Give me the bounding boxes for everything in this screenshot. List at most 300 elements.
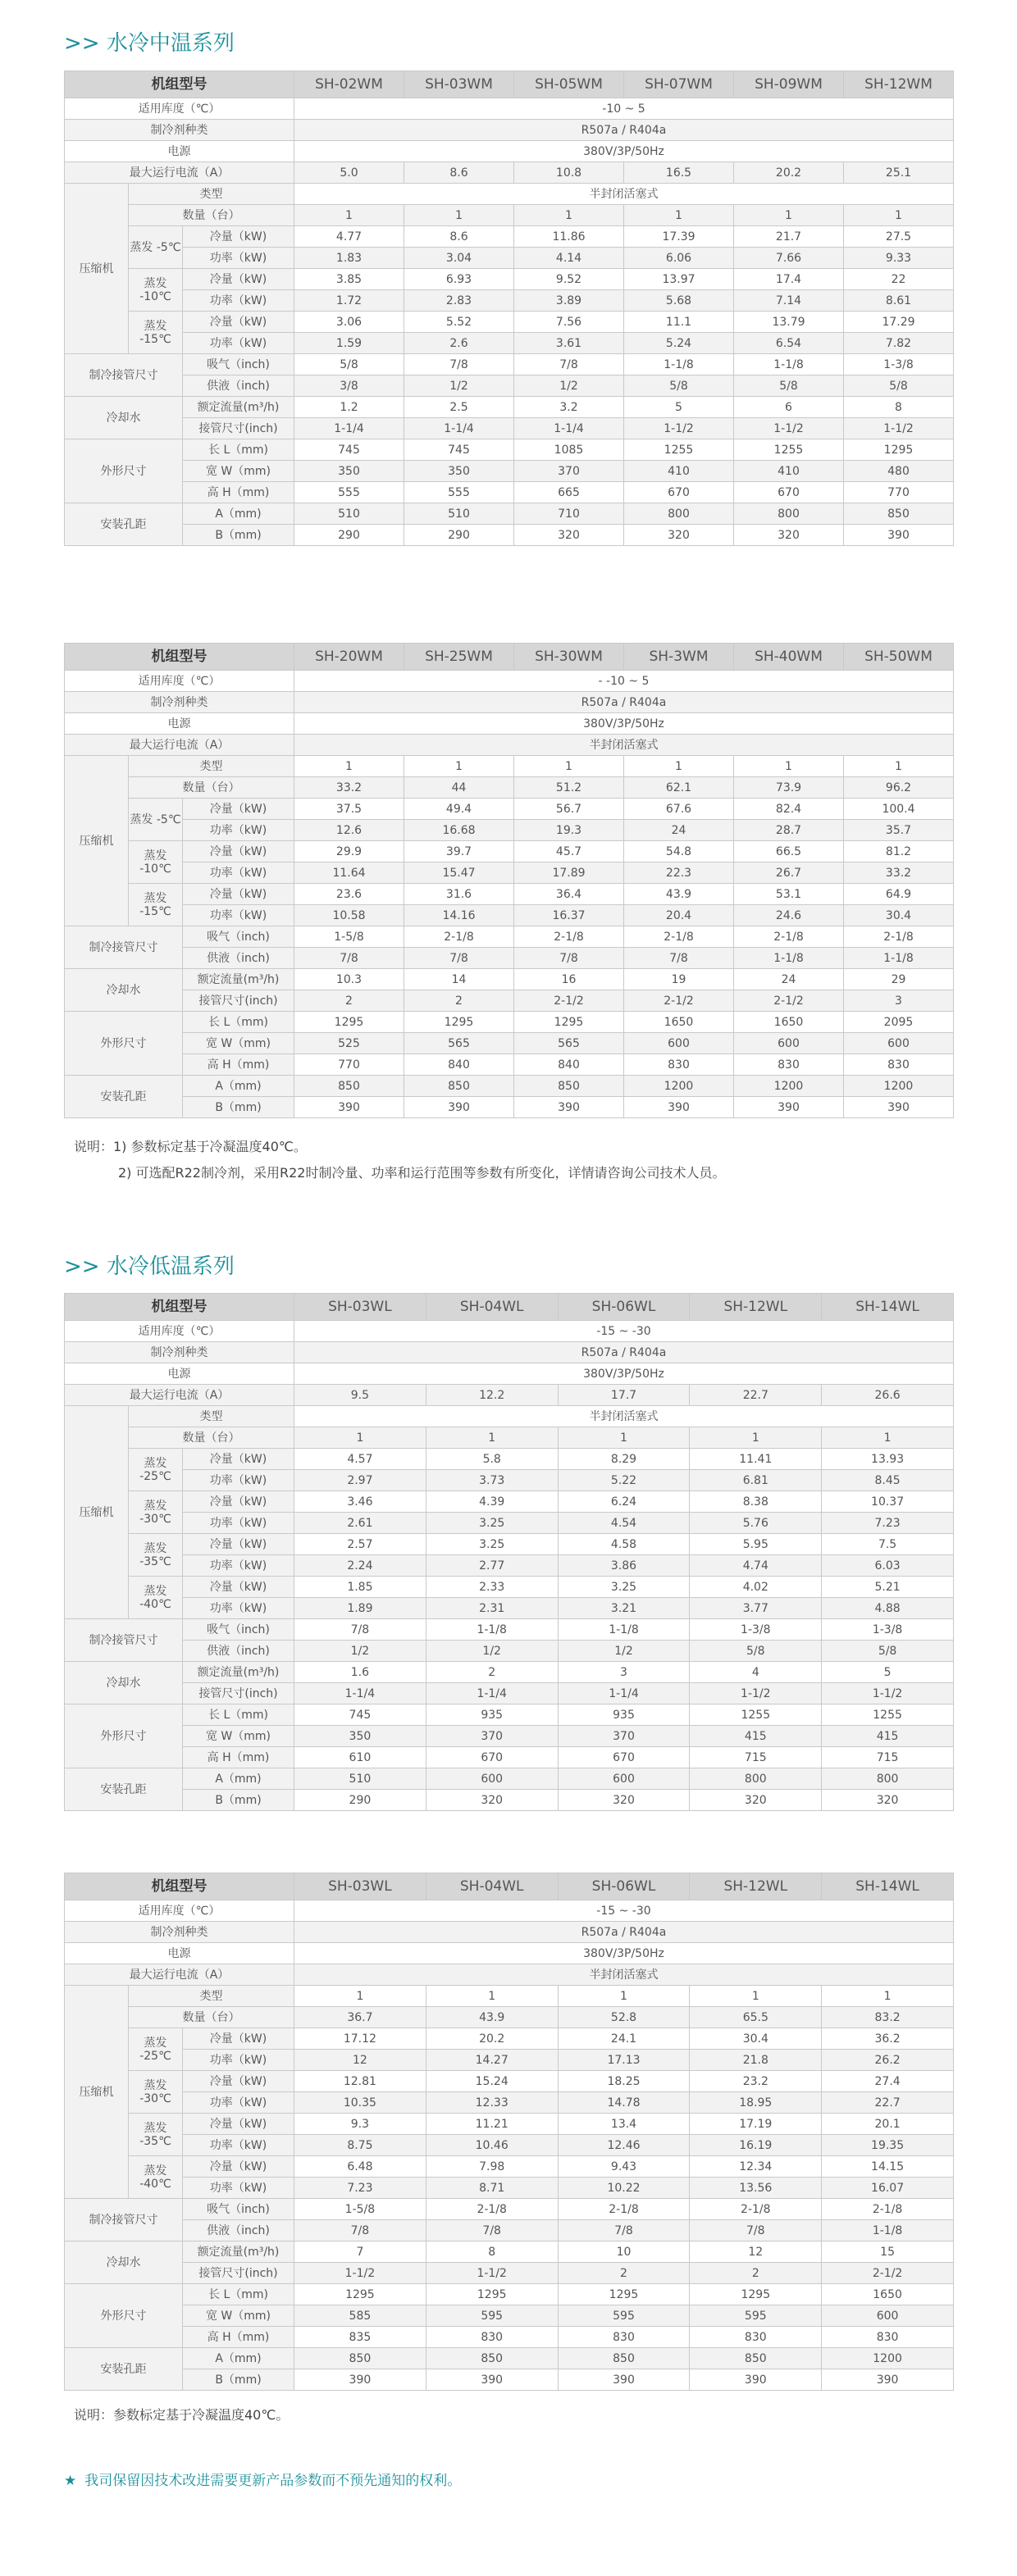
- value-cell: 2-1/2: [624, 990, 734, 1012]
- value-cell: 4.14: [514, 248, 624, 269]
- value-cell: 9.43: [558, 2156, 690, 2178]
- value-cell: 43.9: [624, 884, 734, 905]
- row-label: 制冷剂种类: [65, 1922, 294, 1943]
- value-cell: 12.46: [558, 2135, 690, 2156]
- evap-temp-label: 蒸发 -10℃: [129, 841, 183, 884]
- evap-power-row: [65, 1555, 954, 1577]
- value-cell: 5: [822, 1662, 954, 1683]
- model-name: SH-12WL: [690, 1294, 822, 1321]
- value-cell: 380V/3P/50Hz: [294, 1363, 954, 1385]
- temp-range-row: [65, 671, 954, 692]
- model-name: SH-30WM: [514, 644, 624, 671]
- value-cell: 525: [294, 1033, 404, 1054]
- row-label: 吸气（inch): [183, 1619, 294, 1641]
- value-cell: 1/2: [558, 1641, 690, 1662]
- value-cell: 1295: [690, 2284, 822, 2305]
- value-cell: 1: [426, 1986, 558, 2007]
- value-cell: 83.2: [822, 2007, 954, 2028]
- value-cell: 17.19: [690, 2114, 822, 2135]
- value-cell: 19: [624, 969, 734, 990]
- value-cell: 1: [558, 1427, 690, 1449]
- compressor-type-row: [65, 1406, 954, 1427]
- evap-temp-label: 蒸发 -40℃: [129, 2156, 183, 2199]
- value-cell: 9.3: [294, 2114, 426, 2135]
- value-cell: 710: [514, 503, 624, 525]
- value-cell: 62.1: [624, 777, 734, 799]
- group-label-mounting-holes: 安装孔距: [65, 1076, 183, 1118]
- value-cell: 4.02: [690, 1577, 822, 1598]
- row-label: 功率（kW): [183, 290, 294, 312]
- value-cell: 1-1/2: [822, 1683, 954, 1704]
- value-cell: 1.85: [294, 1577, 426, 1598]
- value-cell: 65.5: [690, 2007, 822, 2028]
- value-cell: 17.39: [624, 226, 734, 248]
- value-cell: 5.76: [690, 1513, 822, 1534]
- value-cell: 9.52: [514, 269, 624, 290]
- value-cell: 29.9: [294, 841, 404, 862]
- value-cell: 20.2: [734, 162, 844, 184]
- evap-capacity-row: [65, 884, 954, 905]
- value-cell: 850: [426, 2348, 558, 2369]
- value-cell: 8.45: [822, 1470, 954, 1491]
- value-cell: 13.4: [558, 2114, 690, 2135]
- value-cell: 16.19: [690, 2135, 822, 2156]
- value-cell: 27.5: [844, 226, 954, 248]
- row-label: 冷量（kW): [183, 884, 294, 905]
- value-cell: 555: [294, 482, 404, 503]
- pipe-size-row: [65, 926, 954, 948]
- value-cell: 850: [404, 1076, 514, 1097]
- group-label-cooling-water: 冷却水: [65, 397, 183, 439]
- value-cell: 1-1/8: [844, 948, 954, 969]
- value-cell: 8.71: [426, 2178, 558, 2199]
- row-label: 制冷剂种类: [65, 692, 294, 713]
- value-cell: 3.73: [426, 1470, 558, 1491]
- cooling-water-row: [65, 418, 954, 439]
- value-cell: 1-1/2: [690, 1683, 822, 1704]
- value-cell: 2: [426, 1662, 558, 1683]
- row-label: 类型: [129, 1406, 294, 1427]
- value-cell: 600: [426, 1768, 558, 1790]
- value-cell: 4.77: [294, 226, 404, 248]
- value-cell: 30.4: [844, 905, 954, 926]
- model-name: SH-03WL: [294, 1873, 426, 1900]
- value-cell: 2095: [844, 1012, 954, 1033]
- value-cell: 17.12: [294, 2028, 426, 2050]
- value-cell: 390: [844, 1097, 954, 1118]
- row-label: 最大运行电流（A）: [65, 1964, 294, 1986]
- value-cell: 595: [690, 2305, 822, 2327]
- row-label: 最大运行电流（A）: [65, 735, 294, 756]
- value-cell: 1: [514, 756, 624, 777]
- value-cell: 1.2: [294, 397, 404, 418]
- mounting-holes-row: [65, 1097, 954, 1118]
- row-label: 冷量（kW): [183, 1534, 294, 1555]
- value-cell: 320: [514, 525, 624, 546]
- row-label: 适用库度（℃）: [65, 1900, 294, 1922]
- value-cell: 6.54: [734, 333, 844, 354]
- value-cell: 1: [734, 756, 844, 777]
- model-label: 机组型号: [65, 644, 294, 671]
- spec-table-medium-temp-2: [64, 643, 954, 1118]
- value-cell: 18.95: [690, 2092, 822, 2114]
- value-cell: 24.1: [558, 2028, 690, 2050]
- evap-power-row: [65, 1513, 954, 1534]
- value-cell: -10 ~ 5: [294, 98, 954, 120]
- evap-temp-label: 蒸发 -25℃: [129, 2028, 183, 2071]
- value-cell: 4: [690, 1662, 822, 1683]
- group-label-pipe-size: 制冷接管尺寸: [65, 926, 183, 969]
- value-cell: 8.75: [294, 2135, 426, 2156]
- value-cell: 28.7: [734, 820, 844, 841]
- value-cell: 1650: [624, 1012, 734, 1033]
- value-cell: 600: [822, 2305, 954, 2327]
- row-label: 高 H（mm): [183, 482, 294, 503]
- value-cell: 1255: [822, 1704, 954, 1726]
- row-label: 制冷剂种类: [65, 120, 294, 141]
- mounting-holes-row: [65, 1768, 954, 1790]
- row-label: 冷量（kW): [183, 799, 294, 820]
- value-cell: 10.46: [426, 2135, 558, 2156]
- value-cell: 10.3: [294, 969, 404, 990]
- value-cell: 49.4: [404, 799, 514, 820]
- value-cell: 670: [624, 482, 734, 503]
- row-label: 供液（inch): [183, 948, 294, 969]
- value-cell: 1: [690, 1427, 822, 1449]
- row-label: B（mm): [183, 525, 294, 546]
- evap-temp-label: 蒸发 -25℃: [129, 1449, 183, 1491]
- mounting-holes-row: [65, 503, 954, 525]
- value-cell: 18.25: [558, 2071, 690, 2092]
- value-cell: 7.5: [822, 1534, 954, 1555]
- evap-capacity-row: [65, 269, 954, 290]
- dimensions-row: [65, 439, 954, 461]
- note-1: 说明：1) 参数标定基于冷凝温度40℃。: [74, 1139, 307, 1154]
- dimensions-row: [65, 482, 954, 503]
- value-cell: 2.6: [404, 333, 514, 354]
- pipe-size-row: [65, 354, 954, 375]
- header-row: [65, 1294, 954, 1321]
- value-cell: 13.79: [734, 312, 844, 333]
- evap-power-row: [65, 248, 954, 269]
- value-cell: 850: [844, 503, 954, 525]
- star-icon: ★: [64, 2473, 77, 2489]
- value-cell: 565: [514, 1033, 624, 1054]
- value-cell: 12.34: [690, 2156, 822, 2178]
- value-cell: 370: [514, 461, 624, 482]
- value-cell: 2.77: [426, 1555, 558, 1577]
- row-label: 功率（kW): [183, 2135, 294, 2156]
- value-cell: 1: [624, 205, 734, 226]
- value-cell: 595: [426, 2305, 558, 2327]
- cooling-water-row: [65, 397, 954, 418]
- row-label: 冷量（kW): [183, 226, 294, 248]
- value-cell: 600: [844, 1033, 954, 1054]
- value-cell: 1-1/8: [624, 354, 734, 375]
- row-label: 高 H（mm): [183, 1054, 294, 1076]
- value-cell: 10: [558, 2241, 690, 2263]
- compressor-type-row: [65, 1986, 954, 2007]
- value-cell: 1-1/2: [624, 418, 734, 439]
- compressor-type-row: [65, 756, 954, 777]
- value-cell: 1: [294, 205, 404, 226]
- value-cell: 1-1/2: [844, 418, 954, 439]
- evap-temp-label: 蒸发 -15℃: [129, 884, 183, 926]
- value-cell: 510: [404, 503, 514, 525]
- row-label: 适用库度（℃）: [65, 671, 294, 692]
- value-cell: 21.8: [690, 2050, 822, 2071]
- value-cell: 290: [294, 525, 404, 546]
- value-cell: 2.5: [404, 397, 514, 418]
- value-cell: 10.8: [514, 162, 624, 184]
- value-cell: 10.22: [558, 2178, 690, 2199]
- value-cell: 2-1/8: [404, 926, 514, 948]
- value-cell: R507a / R404a: [294, 1342, 954, 1363]
- value-cell: 1-1/4: [404, 418, 514, 439]
- value-cell: 1-1/8: [426, 1619, 558, 1641]
- value-cell: 2.31: [426, 1598, 558, 1619]
- value-cell: 1: [624, 756, 734, 777]
- value-cell: 3.46: [294, 1491, 426, 1513]
- value-cell: 3: [558, 1662, 690, 1683]
- compressor-count-row: [65, 2007, 954, 2028]
- max-current-row: [65, 1964, 954, 1986]
- value-cell: 1295: [426, 2284, 558, 2305]
- evap-capacity-row: [65, 841, 954, 862]
- dimensions-row: [65, 2327, 954, 2348]
- value-cell: 1-1/4: [514, 418, 624, 439]
- dimensions-row: [65, 1033, 954, 1054]
- evap-capacity-row: [65, 1577, 954, 1598]
- value-cell: 5.22: [558, 1470, 690, 1491]
- value-cell: 770: [844, 482, 954, 503]
- cooling-water-row: [65, 2263, 954, 2284]
- value-cell: 1295: [514, 1012, 624, 1033]
- value-cell: 33.2: [844, 862, 954, 884]
- value-cell: 1-1/2: [426, 2263, 558, 2284]
- value-cell: 17.4: [734, 269, 844, 290]
- pipe-size-row: [65, 1619, 954, 1641]
- pipe-size-row: [65, 2199, 954, 2220]
- value-cell: 21.7: [734, 226, 844, 248]
- evap-power-row: [65, 290, 954, 312]
- value-cell: 8.6: [404, 162, 514, 184]
- model-name: SH-25WM: [404, 644, 514, 671]
- value-cell: R507a / R404a: [294, 1922, 954, 1943]
- value-cell: 390: [514, 1097, 624, 1118]
- value-cell: 4.54: [558, 1513, 690, 1534]
- value-cell: 19.3: [514, 820, 624, 841]
- value-cell: 1-3/8: [822, 1619, 954, 1641]
- value-cell: 415: [822, 1726, 954, 1747]
- value-cell: 5.52: [404, 312, 514, 333]
- group-label-cooling-water: 冷却水: [65, 1662, 183, 1704]
- value-cell: 10.58: [294, 905, 404, 926]
- refrigerant-row: [65, 1342, 954, 1363]
- row-label: 宽 W（mm): [183, 1726, 294, 1747]
- value-cell: 320: [558, 1790, 690, 1811]
- value-cell: 2-1/2: [514, 990, 624, 1012]
- row-label: 长 L（mm): [183, 2284, 294, 2305]
- evap-temp-label: 蒸发 -10℃: [129, 269, 183, 312]
- row-label: 长 L（mm): [183, 439, 294, 461]
- value-cell: 27.4: [822, 2071, 954, 2092]
- value-cell: 1200: [844, 1076, 954, 1097]
- value-cell: 3: [844, 990, 954, 1012]
- value-cell: 1: [294, 756, 404, 777]
- value-cell: 1/2: [426, 1641, 558, 1662]
- value-cell: 13.97: [624, 269, 734, 290]
- value-cell: 840: [404, 1054, 514, 1076]
- value-cell: 半封闭活塞式: [294, 735, 954, 756]
- max-current-row: [65, 162, 954, 184]
- row-label: 类型: [129, 184, 294, 205]
- value-cell: 1-1/4: [426, 1683, 558, 1704]
- value-cell: 1.6: [294, 1662, 426, 1683]
- row-label: 宽 W（mm): [183, 1033, 294, 1054]
- model-name: SH-04WL: [426, 1873, 558, 1900]
- value-cell: 6.48: [294, 2156, 426, 2178]
- value-cell: 1-1/4: [558, 1683, 690, 1704]
- value-cell: 17.29: [844, 312, 954, 333]
- group-label-mounting-holes: 安装孔距: [65, 2348, 183, 2391]
- value-cell: 1-1/4: [294, 418, 404, 439]
- value-cell: 1200: [734, 1076, 844, 1097]
- model-name: SH-06WL: [558, 1294, 690, 1321]
- row-label: 冷量（kW): [183, 2114, 294, 2135]
- model-label: 机组型号: [65, 1873, 294, 1900]
- mounting-holes-row: [65, 1076, 954, 1097]
- value-cell: 415: [690, 1726, 822, 1747]
- row-label: B（mm): [183, 1790, 294, 1811]
- row-label: 额定流量(m³/h): [183, 2241, 294, 2263]
- value-cell: 320: [734, 525, 844, 546]
- refrigerant-row: [65, 1922, 954, 1943]
- value-cell: 45.7: [514, 841, 624, 862]
- evap-capacity-row: [65, 2156, 954, 2178]
- model-name: SH-50WM: [844, 644, 954, 671]
- value-cell: 17.89: [514, 862, 624, 884]
- value-cell: 24: [734, 969, 844, 990]
- value-cell: 11.86: [514, 226, 624, 248]
- row-label: 最大运行电流（A）: [65, 162, 294, 184]
- value-cell: - -10 ~ 5: [294, 671, 954, 692]
- row-label: B（mm): [183, 1097, 294, 1118]
- value-cell: 36.4: [514, 884, 624, 905]
- value-cell: 30.4: [690, 2028, 822, 2050]
- dimensions-row: [65, 2305, 954, 2327]
- value-cell: 6.03: [822, 1555, 954, 1577]
- value-cell: 5.68: [624, 290, 734, 312]
- row-label: 高 H（mm): [183, 1747, 294, 1768]
- evap-capacity-row: [65, 799, 954, 820]
- value-cell: 8.29: [558, 1449, 690, 1470]
- temp-range-row: [65, 98, 954, 120]
- max-current-row: [65, 1385, 954, 1406]
- value-cell: 36.7: [294, 2007, 426, 2028]
- dimensions-row: [65, 1054, 954, 1076]
- value-cell: 16.68: [404, 820, 514, 841]
- value-cell: 43.9: [426, 2007, 558, 2028]
- value-cell: 370: [426, 1726, 558, 1747]
- value-cell: 82.4: [734, 799, 844, 820]
- value-cell: 3.85: [294, 269, 404, 290]
- value-cell: 26.7: [734, 862, 844, 884]
- value-cell: 20.2: [426, 2028, 558, 2050]
- mounting-holes-row: [65, 1790, 954, 1811]
- row-label: 接管尺寸(inch): [183, 1683, 294, 1704]
- value-cell: 3.77: [690, 1598, 822, 1619]
- value-cell: 22.3: [624, 862, 734, 884]
- value-cell: 3.04: [404, 248, 514, 269]
- cooling-water-row: [65, 1662, 954, 1683]
- power-row: [65, 1363, 954, 1385]
- value-cell: 850: [294, 1076, 404, 1097]
- group-label-compressor: 压缩机: [65, 184, 129, 354]
- value-cell: 5.95: [690, 1534, 822, 1555]
- row-label: 额定流量(m³/h): [183, 397, 294, 418]
- value-cell: 7/8: [624, 948, 734, 969]
- spec-table-medium-temp-1: [64, 71, 954, 546]
- dimensions-row: [65, 1747, 954, 1768]
- value-cell: 2: [690, 2263, 822, 2284]
- value-cell: 380V/3P/50Hz: [294, 141, 954, 162]
- value-cell: 5.21: [822, 1577, 954, 1598]
- value-cell: 2.61: [294, 1513, 426, 1534]
- value-cell: 5/8: [734, 375, 844, 397]
- value-cell: 36.2: [822, 2028, 954, 2050]
- value-cell: 2-1/2: [734, 990, 844, 1012]
- footer-text: 我司保留因技术改进需要更新产品参数而不预先通知的权利。: [84, 2473, 462, 2489]
- value-cell: 2-1/8: [844, 926, 954, 948]
- value-cell: 7: [294, 2241, 426, 2263]
- value-cell: 3.61: [514, 333, 624, 354]
- model-name: SH-40WM: [734, 644, 844, 671]
- cooling-water-row: [65, 990, 954, 1012]
- value-cell: 39.7: [404, 841, 514, 862]
- value-cell: 7/8: [404, 354, 514, 375]
- row-label: 供液（inch): [183, 375, 294, 397]
- value-cell: 14.27: [426, 2050, 558, 2071]
- value-cell: 51.2: [514, 777, 624, 799]
- value-cell: 11.64: [294, 862, 404, 884]
- value-cell: 53.1: [734, 884, 844, 905]
- value-cell: 81.2: [844, 841, 954, 862]
- value-cell: 565: [404, 1033, 514, 1054]
- pipe-size-row: [65, 948, 954, 969]
- value-cell: 2: [404, 990, 514, 1012]
- value-cell: 44: [404, 777, 514, 799]
- value-cell: 830: [558, 2327, 690, 2348]
- model-label: 机组型号: [65, 1294, 294, 1321]
- model-name: SH-05WM: [514, 71, 624, 98]
- section-title-low-temp: >> 水冷低温系列: [64, 1254, 235, 1279]
- value-cell: 2.83: [404, 290, 514, 312]
- group-label-compressor: 压缩机: [65, 1986, 129, 2199]
- row-label: 类型: [129, 756, 294, 777]
- value-cell: 290: [404, 525, 514, 546]
- value-cell: 8: [844, 397, 954, 418]
- value-cell: 12.6: [294, 820, 404, 841]
- evap-power-row: [65, 2050, 954, 2071]
- value-cell: 1200: [822, 2348, 954, 2369]
- value-cell: 380V/3P/50Hz: [294, 713, 954, 735]
- value-cell: 800: [690, 1768, 822, 1790]
- value-cell: 5/8: [690, 1641, 822, 1662]
- value-cell: 5/8: [844, 375, 954, 397]
- row-label: 适用库度（℃）: [65, 1321, 294, 1342]
- value-cell: 6.81: [690, 1470, 822, 1491]
